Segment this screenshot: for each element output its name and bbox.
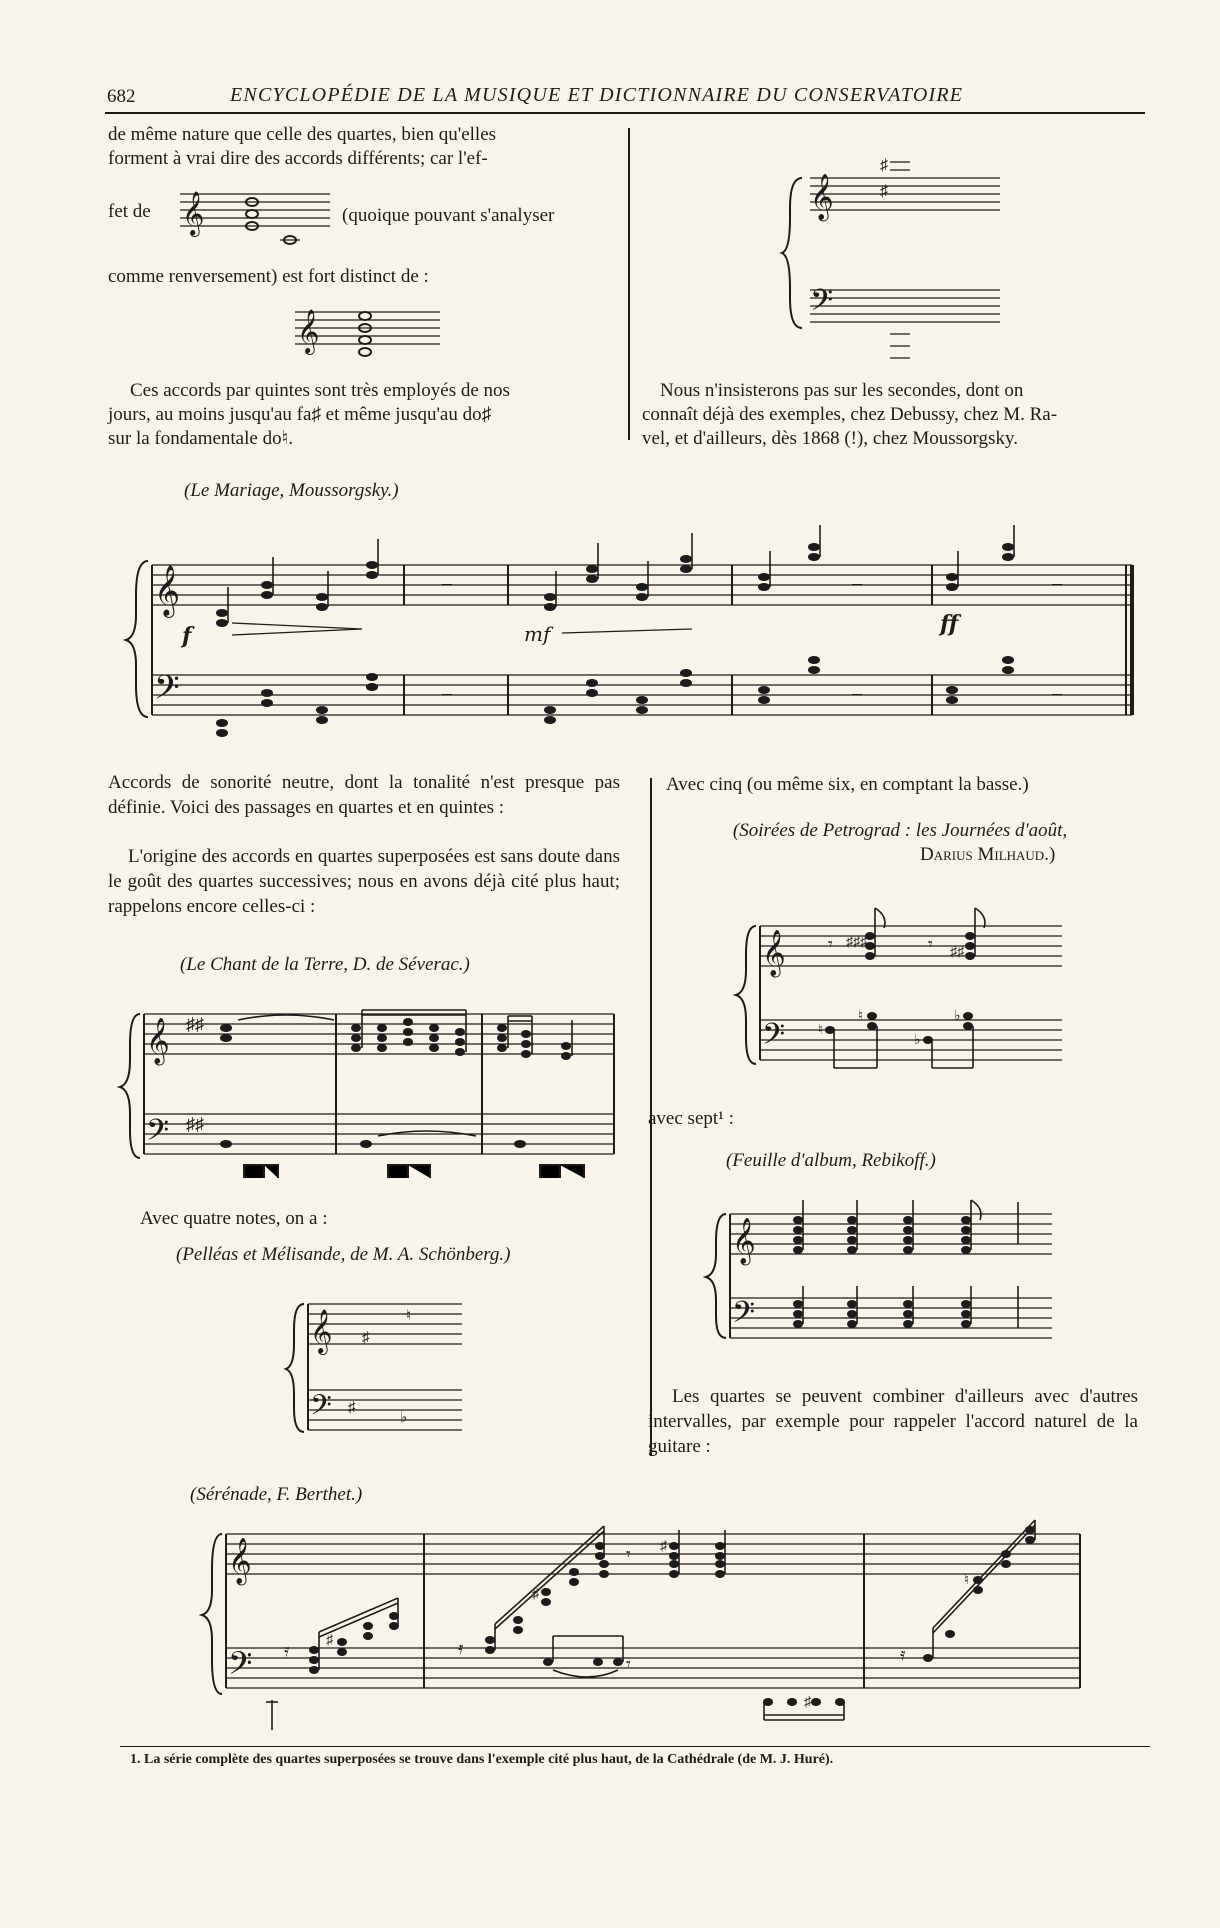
svg-text:𝄢: 𝄢 — [732, 1296, 756, 1337]
caption-soirees-1: (Soirées de Petrograd : les Journées d'août, — [732, 820, 1068, 841]
paragraph-guitar: Les quartes se peuvent combiner d'ailleurs avec d'autres intervalles, par exemple pour rappeler l'accord naturel de la guitare : — [648, 1386, 1138, 1457]
svg-text:𝄞: 𝄞 — [732, 1218, 756, 1264]
music-example-mariage — [132, 525, 1138, 735]
svg-text:𝄢: 𝄢 — [762, 1018, 786, 1059]
svg-text:♯: ♯ — [880, 183, 888, 200]
text-line: de même nature que celle des quartes, bien qu'elles — [108, 124, 497, 145]
text-line: Avec quatre notes, on a : — [140, 1208, 328, 1229]
text-line: comme renversement) est fort distinct de : — [108, 266, 429, 287]
svg-text:♭: ♭ — [400, 1410, 408, 1426]
footnote: 1. La série complète des quartes superposées se trouve dans l'exemple cité plus haut, de la Cathédrale (de M. J. Huré). — [130, 1752, 834, 1767]
caption-mariage: (Le Mariage, Moussorgsky.) — [184, 480, 399, 501]
paragraph-fourths-origin: L'origine des accords en quartes superposées est sans doute dans le goût des quartes successives; nous en avons déjà cité plus haut; rappelons encore celles-ci : — [108, 846, 620, 917]
svg-text:♯: ♯ — [362, 1330, 370, 1346]
svg-text:♯: ♯ — [326, 1633, 333, 1648]
svg-text:𝄿: 𝄿 — [284, 1640, 290, 1660]
caption-feuille: (Feuille d'album, Rebikoff.) — [726, 1150, 936, 1171]
svg-text:–: – — [852, 572, 862, 594]
svg-text:𝄞: 𝄞 — [182, 191, 205, 235]
dynamic-f: f — [182, 623, 192, 649]
svg-text:𝄿: 𝄿 — [458, 1638, 464, 1658]
dynamic-ff: ff — [940, 611, 959, 637]
caption-chant: (Le Chant de la Terre, D. de Séverac.) — [180, 954, 470, 975]
svg-text:–: – — [1052, 682, 1062, 704]
svg-text:♯♯: ♯♯ — [186, 1114, 204, 1134]
music-example-fifths-inversion — [180, 182, 330, 252]
svg-text:𝄞: 𝄞 — [810, 174, 834, 220]
svg-text:𝄢: 𝄢 — [810, 284, 834, 325]
svg-text:♮: ♮ — [818, 1023, 824, 1038]
svg-text:♯: ♯ — [532, 1587, 539, 1602]
caption-serenade: (Sérénade, F. Berthet.) — [190, 1484, 363, 1505]
svg-text:♯: ♯ — [660, 1539, 667, 1554]
music-example-serenade — [208, 1520, 1088, 1730]
svg-text:𝄾: 𝄾 — [928, 934, 933, 954]
music-example-fifths — [295, 300, 445, 370]
text-line: connaît déjà des exemples, chez Debussy, chez M. Ra- — [642, 404, 1058, 425]
svg-text:♯: ♯ — [880, 157, 888, 174]
caption-soirees-2: Darius Milhaud.) — [920, 844, 1056, 865]
svg-text:–: – — [442, 572, 452, 594]
music-example-soirees — [742, 900, 1072, 1080]
svg-text:♯: ♯ — [348, 1400, 356, 1416]
svg-text:𝄞: 𝄞 — [146, 1018, 170, 1064]
running-title: ENCYCLOPÉDIE DE LA MUSIQUE ET DICTIONNAIRE DU CONSERVATOIRE — [230, 84, 964, 106]
music-example-chant — [126, 990, 626, 1190]
svg-text:♮: ♮ — [406, 1308, 412, 1324]
page-number: 682 — [107, 86, 136, 107]
svg-text:𝄿: 𝄿 — [900, 1644, 906, 1664]
text-line: vel, et d'ailleurs, dès 1868 (!), chez Moussorgsky. — [642, 428, 1018, 449]
svg-text:𝄾: 𝄾 — [626, 1544, 631, 1564]
svg-text:𝄾: 𝄾 — [626, 1654, 631, 1674]
music-example-pelleas — [292, 1280, 472, 1456]
caption-pelleas: (Pelléas et Mélisande, de M. A. Schönberg.) — [176, 1244, 511, 1265]
svg-text:𝄞: 𝄞 — [228, 1538, 252, 1584]
svg-text:𝄞: 𝄞 — [297, 309, 320, 353]
svg-text:♮: ♮ — [964, 1573, 970, 1588]
header-rule — [105, 112, 1145, 114]
svg-text:–: – — [1052, 572, 1062, 594]
svg-text:𝄾: 𝄾 — [828, 934, 833, 954]
svg-text:♯♯: ♯♯ — [186, 1014, 204, 1034]
text-line: sur la fondamentale do♮. — [108, 428, 294, 449]
text-line: forment à vrai dire des accords différents; car l'ef- — [108, 148, 488, 169]
svg-text:♯♯: ♯♯ — [950, 945, 964, 960]
svg-text:♯♯♯: ♯♯♯ — [846, 935, 867, 950]
svg-text:♭: ♭ — [914, 1033, 921, 1048]
dynamic-mf: mf — [524, 622, 551, 646]
svg-text:–: – — [852, 682, 862, 704]
svg-text:♯: ♯ — [804, 1695, 811, 1710]
svg-text:𝄢: 𝄢 — [310, 1389, 332, 1429]
text-line: jours, au moins jusqu'au fa♯ et même jusqu'au do♯ — [108, 404, 492, 425]
svg-text:𝄢: 𝄢 — [146, 1114, 170, 1155]
music-example-seconds — [790, 148, 1010, 378]
svg-text:𝄢: 𝄢 — [154, 669, 180, 715]
svg-text:–: – — [442, 682, 452, 704]
text-line: Avec cinq (ou même six, en comptant la basse.) — [666, 774, 1029, 795]
text-line: (quoique pouvant s'analyser — [342, 205, 555, 226]
paragraph-neutral-chords: Accords de sonorité neutre, dont la tonalité n'est presque pas définie. Voici des passages en quartes et en quintes : — [108, 772, 620, 818]
footnote-rule — [120, 1746, 1150, 1747]
text-line: avec sept¹ : — [648, 1108, 734, 1129]
svg-text:𝄞: 𝄞 — [154, 565, 181, 616]
music-example-feuille — [712, 1198, 1062, 1348]
svg-text:♭: ♭ — [954, 1009, 961, 1024]
text-line: fet de — [108, 201, 151, 222]
svg-text:𝄞: 𝄞 — [762, 930, 786, 976]
text-line: Nous n'insisterons pas sur les secondes, dont on — [660, 380, 1024, 401]
svg-text:𝄞: 𝄞 — [310, 1309, 333, 1353]
text-line: Ces accords par quintes sont très employés de nos — [130, 380, 510, 401]
column-divider-top — [628, 128, 630, 440]
svg-text:𝄢: 𝄢 — [228, 1645, 253, 1689]
svg-text:♮: ♮ — [858, 1009, 864, 1024]
